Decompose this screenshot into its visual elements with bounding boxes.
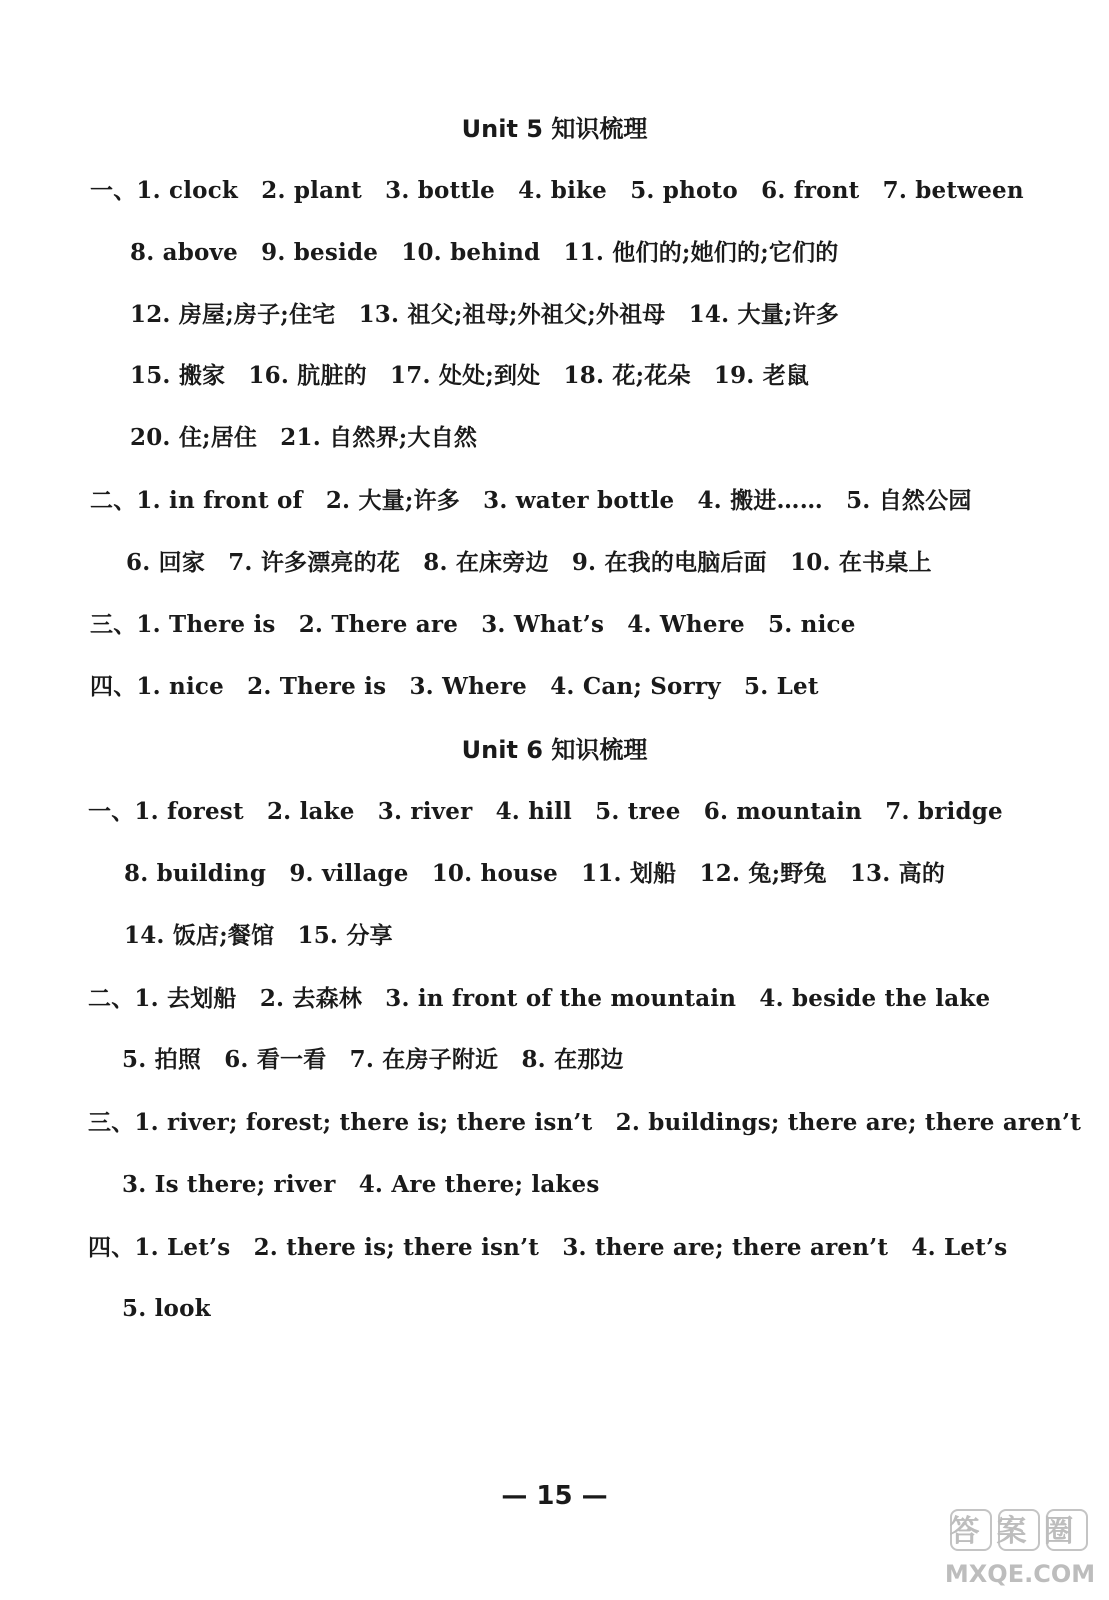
unit6-line-5: 5. 拍照 6. 看一看 7. 在房子附近 8. 在那边 (122, 1046, 624, 1073)
unit6-line-4: 二、1. 去划船 2. 去森林 3. in front of the mountain 4. beside the lake (88, 985, 991, 1012)
unit5-line-8: 三、1. There is 2. There are 3. What’s 4. Where 5. nice (90, 611, 856, 638)
watermark-bottom-text: MXQE.COM (945, 1560, 1095, 1588)
unit6-line-9: 5. look (122, 1295, 211, 1322)
unit5-line-7: 6. 回家 7. 许多漂亮的花 8. 在床旁边 9. 在我的电脑后面 10. 在书桌上 (126, 549, 932, 576)
unit6-line-7: 3. Is there; river 4. Are there; lakes (122, 1171, 600, 1198)
page-number: — 15 — (501, 1481, 608, 1511)
unit6-line-6: 三、1. river; forest; there is; there isn’t 2. buildings; there are; there aren’t (88, 1109, 1082, 1136)
watermark-logo (945, 1506, 1095, 1592)
unit5-line-9: 四、1. nice 2. There is 3. Where 4. Can; Sorry 5. Let (90, 673, 819, 700)
unit5-title: Unit 5 知识梳理 (461, 115, 648, 143)
unit5-line-6: 二、1. in front of 2. 大量;许多 3. water bottle 4. 搬进…… 5. 自然公园 (90, 487, 972, 514)
unit6-line-8: 四、1. Let’s 2. there is; there isn’t 3. there are; there aren’t 4. Let’s (88, 1234, 1008, 1261)
unit5-line-2: 8. above 9. beside 10. behind 11. 他们的;她们的;它们的 (130, 239, 839, 266)
unit6-line-3: 14. 饭店;餐馆 15. 分享 (124, 922, 393, 949)
unit5-line-4: 15. 搬家 16. 肮脏的 17. 处处;到处 18. 花;花朵 19. 老鼠 (130, 362, 810, 389)
unit6-line-2: 8. building 9. village 10. house 11. 划船 12. 兔;野兔 13. 高的 (124, 860, 946, 887)
unit5-line-1: 一、1. clock 2. plant 3. bottle 4. bike 5. photo 6. front 7. between (90, 177, 1024, 204)
unit5-line-3: 12. 房屋;房子;住宅 13. 祖父;祖母;外祖父;外祖母 14. 大量;许多 (130, 301, 840, 328)
watermark-top-text: 答案圈 (949, 1514, 1091, 1549)
unit5-line-5: 20. 住;居住 21. 自然界;大自然 (130, 424, 478, 451)
unit6-line-1: 一、1. forest 2. lake 3. river 4. hill 5. tree 6. mountain 7. bridge (88, 798, 1003, 825)
unit6-title: Unit 6 知识梳理 (461, 736, 648, 764)
